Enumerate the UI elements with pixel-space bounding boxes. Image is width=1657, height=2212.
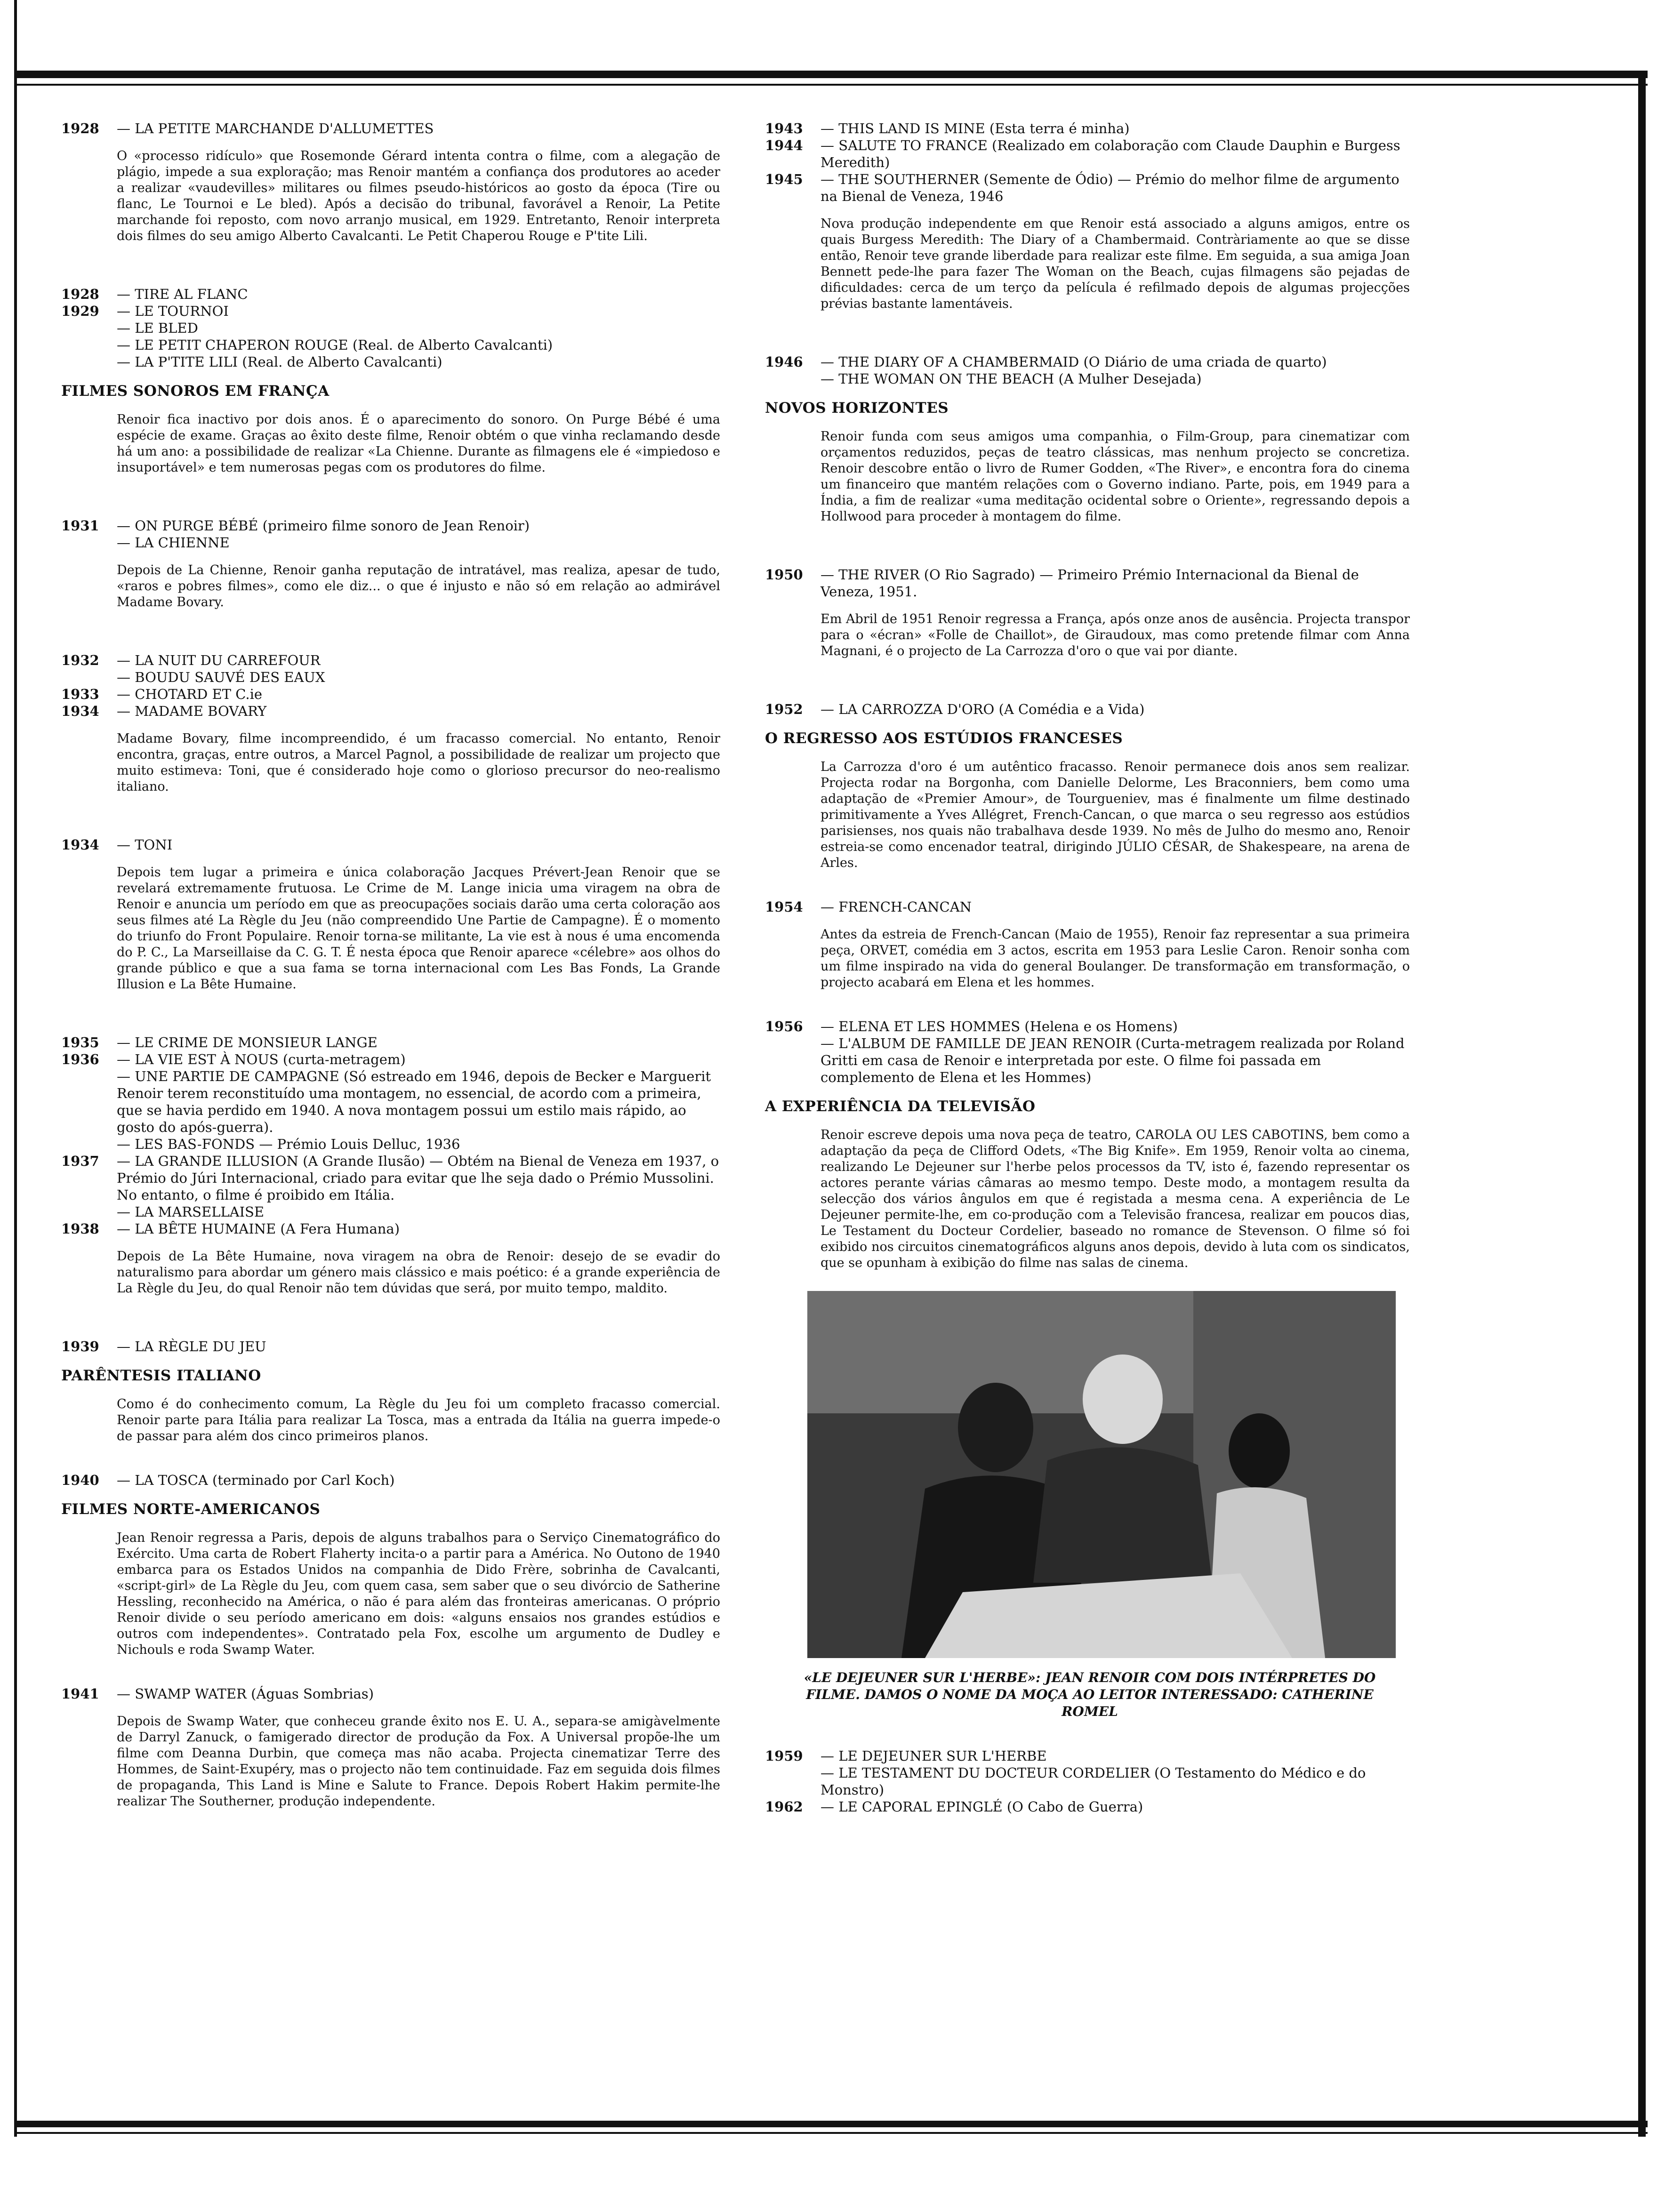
entry-year: 1932 bbox=[61, 652, 99, 668]
entry-year: 1934 bbox=[61, 703, 99, 719]
filmography-entry bbox=[61, 337, 720, 353]
body-paragraph: Depois de Swamp Water, que conheceu grande êxito nos E. U. A., separa-se amigàvelmente de Darryl Zanuck, o famigerado director de produção da Fox. A Universal propõe-lhe um filme com Deanna Durbin, que começa mas não acaba. Projecta cinematizar Terre des Hommes, de Saint-Exupéry, mas o projecto não tem continuidade. Faz em seguida dois filmes de propaganda, This Land is Mine e Salute to France. Depois Robert Hakim permite-lhe realizar The Southerner, produção independente. bbox=[117, 1714, 720, 1809]
entry-title: — LA VIE EST À NOUS (curta-metragem) bbox=[117, 1051, 406, 1067]
entry-title: — ELENA ET LES HOMMES (Helena e os Homens) bbox=[820, 1018, 1178, 1034]
entry-title: — SALUTE TO FRANCE (Realizado em colaboração com Claude Dauphin e Burgess Meredith) bbox=[820, 137, 1400, 170]
spacer bbox=[765, 312, 1410, 353]
right-column bbox=[765, 120, 1410, 1815]
section-heading: NOVOS HORIZONTES bbox=[765, 400, 949, 417]
entry-title: — CHOTARD ET C.ie bbox=[117, 686, 263, 702]
entry-title: — UNE PARTIE DE CAMPAGNE (Só estreado em 1946, depois de Becker e Marguerit Renoir terem reconstituído uma montagem, no essencial, de acordo com a primeira, que se havia perdido em 1940. A nova montagem possui um estilo mais rápido, ao gosto do após-guerra). bbox=[117, 1068, 711, 1135]
entry-year: 1950 bbox=[765, 567, 803, 583]
body-paragraph: Jean Renoir regressa a Paris, depois de alguns trabalhos para o Serviço Cinematográfico do Exército. Uma carta de Robert Flaherty incita-o a partir para a América. No Outono de 1940 embarca para os Estados Unidos na companhia de Dido Frère, sobrinha de Cavalcanti, «script-girl» de La Règle du Jeu, com quem casa, sem saber que o seu divórcio de Satherine Hessling, reconhecido na América, o não é para além das fronteiras americanas. O próprio Renoir divide o seu período americano em dois: «alguns ensaios nos grandes estúdios e outros com independentes». Contratado pela Fox, escolhe um argumento de Dudley e Nichouls e roda Swamp Water. bbox=[117, 1531, 720, 1657]
filmography-entry bbox=[765, 1747, 1410, 1764]
entry-year: 1929 bbox=[61, 303, 99, 319]
body-paragraph: Depois de La Chienne, Renoir ganha reputação de intratável, mas realiza, apesar de tudo, «raros e pobres filmes», como ele diz... o que é injusto e não só em relação ao admirável Madame Bovary. bbox=[117, 563, 720, 609]
entry-year: 1934 bbox=[61, 837, 99, 853]
frame-top-thin-rule bbox=[14, 84, 1648, 86]
section-heading: O REGRESSO AOS ESTÚDIOS FRANCESES bbox=[765, 730, 1123, 747]
filmography-entry bbox=[61, 652, 720, 669]
entry-year: 1945 bbox=[765, 171, 803, 187]
body-paragraph: Madame Bovary, filme incompreendido, é um fracasso comercial. No entanto, Renoir encontra, graças, entre outros, a Marcel Pagnol, a possibilidade de realizar um projecto que muito estimeva: Toni, que é considerado hoje como o glorioso precursor do neo-realismo italiano. bbox=[117, 731, 720, 794]
filmography-entry bbox=[61, 320, 720, 337]
photo-caption: «LE DEJEUNER SUR L'HERBE»: JEAN RENOIR COM DOIS INTÉRPRETES DO FILME. DAMOS O NOME DA MOÇA AO LEITOR INTERESSADO: CATHERINE ROMEL bbox=[804, 1670, 1376, 1719]
entry-year bbox=[61, 669, 117, 686]
entry-title: — LE CRIME DE MONSIEUR LANGE bbox=[117, 1034, 378, 1050]
body-paragraph: Renoir fica inactivo por dois anos. É o aparecimento do sonoro. On Purge Bébé é uma espécie de exame. Graças ao êxito deste filme, Renoir obtém o que vinha reclamando desde há um ano: a possibilidade de realizar «La Chienne. Durante as filmagens ele é «impiedoso e insuportável» e tem numerosas pegas com os produtores do filme. bbox=[117, 412, 720, 475]
entry-year: 1956 bbox=[765, 1018, 803, 1034]
entry-year bbox=[765, 1035, 820, 1086]
entry-title: — TONI bbox=[117, 837, 173, 853]
filmography-entry bbox=[61, 836, 720, 853]
entry-year: 1936 bbox=[61, 1051, 99, 1067]
entry-year: 1935 bbox=[61, 1034, 99, 1050]
filmography-entry bbox=[61, 1051, 720, 1068]
entry-year bbox=[765, 370, 820, 387]
entry-title: — THE WOMAN ON THE BEACH (A Mulher Desejada) bbox=[820, 371, 1202, 387]
film-still-illustration bbox=[807, 1291, 1396, 1658]
entry-title: — LE BLED bbox=[117, 320, 198, 336]
body-paragraph: Renoir escreve depois uma nova peça de teatro, CAROLA OU LES CABOTINS, bem como a adaptação da peça de Clifford Odets, «The Big Knife». Em 1959, Renoir volta ao cinema, realizando Le Dejeuner sur l'herbe pelos processos da TV, isto é, fazendo representar os actores perante várias câmaras ao mesmo tempo. Deste modo, a montagem resulta da selecção dos vários ângulos em que é registada a mesma cena. A experiência de Le Dejeuner permite-lhe, em co-produção com a Televisão francesa, realizar em poucos dias, Le Testament du Docteur Cordelier, baseado no romance de Stevenson. O filme só foi exibido nos circuitos cinematográficos alguns anos depois, devido à luta com os sindicatos, que se opunham à exibição do filme nas salas de cinema. bbox=[820, 1128, 1410, 1270]
entry-year bbox=[61, 534, 117, 551]
entry-year bbox=[61, 337, 117, 353]
entry-title: — LA BÊTE HUMAINE (A Fera Humana) bbox=[117, 1221, 400, 1237]
filmography-entry bbox=[765, 353, 1410, 370]
filmography-entry bbox=[61, 1153, 720, 1203]
filmography-entry bbox=[765, 1018, 1410, 1035]
filmography-entry bbox=[61, 1068, 720, 1136]
body-paragraph: Renoir funda com seus amigos uma companhia, o Film-Group, para cinematizar com orçamentos reduzidos, peças de teatro clássicas, mas nenhum projecto se concretiza. Renoir descobre então o livro de Rumer Godden, «The River», e encontra fora do cinema um financeiro que mantém relações com o Governo indiano. Parte, pois, em 1949 para a Índia, a fim de realizar «uma meditação ocidental sobre o Oriente», regressando depois a Hollwood para proceder à montagem do filme. bbox=[820, 429, 1410, 524]
filmography-entry bbox=[61, 1136, 720, 1153]
filmography-entry bbox=[61, 1685, 720, 1702]
filmography-entry bbox=[61, 517, 720, 534]
filmography-entry bbox=[765, 898, 1410, 915]
entry-title: — LA TOSCA (terminado por Carl Koch) bbox=[117, 1472, 395, 1488]
entry-title: — LA MARSELLAISE bbox=[117, 1204, 265, 1220]
entry-title: — SWAMP WATER (Águas Sombrias) bbox=[117, 1686, 374, 1702]
entry-title: — L'ALBUM DE FAMILLE DE JEAN RENOIR (Curta-metragem realizada por Roland Gritti em casa de Renoir e interpretada por este. O filme foi passada em complemento de Elena et les Hommes) bbox=[820, 1035, 1405, 1085]
filmography-entry bbox=[765, 137, 1410, 171]
spacer bbox=[61, 1444, 720, 1472]
spacer bbox=[61, 476, 720, 517]
spacer bbox=[765, 659, 1410, 701]
frame-left-rule bbox=[14, 0, 17, 2137]
filmography-entry bbox=[765, 1035, 1410, 1086]
filmography-entry bbox=[61, 669, 720, 686]
section-heading: A EXPERIÊNCIA DA TELEVISÃO bbox=[765, 1098, 1036, 1115]
entry-year: 1928 bbox=[61, 286, 99, 302]
entry-title: — ON PURGE BÉBÉ (primeiro filme sonoro de Jean Renoir) bbox=[117, 518, 530, 534]
spacer bbox=[61, 610, 720, 652]
entry-year: 1928 bbox=[61, 120, 99, 136]
entry-title: — THIS LAND IS MINE (Esta terra é minha) bbox=[820, 120, 1130, 136]
entry-title: — LE TESTAMENT DU DOCTEUR CORDELIER (O Testamento do Médico e do Monstro) bbox=[820, 1765, 1366, 1798]
entry-title: — LE PETIT CHAPERON ROUGE (Real. de Alberto Cavalcanti) bbox=[117, 337, 553, 353]
entry-year: 1954 bbox=[765, 899, 803, 915]
entry-year: 1959 bbox=[765, 1748, 803, 1764]
body-paragraph: Em Abril de 1951 Renoir regressa a França, após onze anos de ausência. Projecta transpor para o «écran» «Folle de Chaillot», de Giraudoux, mas como pretende filmar com Anna Magnani, é o projecto de La Carrozza d'oro o que vai por diante. bbox=[820, 612, 1410, 658]
entry-title: — LA CHIENNE bbox=[117, 535, 230, 551]
entry-year: 1952 bbox=[765, 701, 803, 717]
filmography-entry bbox=[765, 171, 1410, 205]
filmography-entry bbox=[61, 1338, 720, 1355]
entry-year bbox=[61, 1136, 117, 1153]
entry-year bbox=[61, 320, 117, 337]
filmography-entry bbox=[61, 1203, 720, 1220]
section-heading: PARÊNTESIS ITALIANO bbox=[61, 1367, 261, 1384]
entry-title: — LES BAS-FONDS — Prémio Louis Delluc, 1936 bbox=[117, 1136, 460, 1152]
body-paragraph: Depois tem lugar a primeira e única colaboração Jacques Prévert-Jean Renoir que se revelará extremamente frutuosa. Le Crime de M. Lange inicia uma viragem na obra de Renoir e anuncia um período em que as preocupações sociais darão uma certa coloração aos seus filmes até La Règle du Jeu (não compreendido Une Partie de Campagne). É o momento do triunfo do Front Populaire. Renoir torna-se militante, La vie est à nous é uma encomenda do P. C., La Marseillaise da C. G. T. É nesta época que Renoir aparece «célebre» aos olhos do grande público e que a sua fama se torna internacional com Les Bas Fonds, La Grande Illusion e La Bête Humaine. bbox=[117, 865, 720, 992]
entry-year: 1931 bbox=[61, 518, 99, 534]
entry-title: — BOUDU SAUVÉ DES EAUX bbox=[117, 669, 325, 685]
entry-title: — THE DIARY OF A CHAMBERMAID (O Diário de uma criada de quarto) bbox=[820, 354, 1327, 370]
spacer bbox=[61, 795, 720, 836]
entry-title: — THE SOUTHERNER (Semente de Ódio) — Prémio do melhor filme de argumento na Bienal de Veneza, 1946 bbox=[820, 171, 1400, 204]
frame-right-rule bbox=[1638, 71, 1646, 2137]
entry-year: 1943 bbox=[765, 120, 803, 136]
entry-year bbox=[765, 1764, 820, 1798]
entry-year: 1938 bbox=[61, 1221, 99, 1237]
filmography-entry bbox=[61, 303, 720, 320]
body-paragraph: La Carrozza d'oro é um autêntico fracasso. Renoir permanece dois anos sem realizar. Projecta rodar na Borgonha, com Danielle Delorme, Les Braconniers, bem como uma adaptação de «Premier Amour», de Tourgueniev, mas é finalmente um filme destinado primitivamente a Yves Allégret, French-Cancan, o que marca o seu regresso aos estúdios parisienses, nos quais não trabalhava desde 1939. No mês de Julho do mesmo ano, Renoir estreia-se como encenador teatral, dirigindo JÚLIO CÉSAR, de Shakespeare, na arena de Arles. bbox=[820, 760, 1410, 870]
filmography-entry bbox=[61, 1220, 720, 1237]
entry-year bbox=[61, 1203, 117, 1220]
section-heading: FILMES SONOROS EM FRANÇA bbox=[61, 383, 330, 400]
filmography-entry bbox=[61, 1034, 720, 1051]
entry-year: 1937 bbox=[61, 1153, 99, 1169]
filmography-entry bbox=[765, 701, 1410, 718]
spacer bbox=[765, 991, 1410, 1018]
filmography-entry bbox=[61, 703, 720, 720]
frame-bottom-rule bbox=[14, 2121, 1648, 2127]
frame-top-rule bbox=[14, 71, 1648, 78]
filmography-entry bbox=[765, 1764, 1410, 1798]
body-paragraph: Antes da estreia de French-Cancan (Maio de 1955), Renoir faz representar a sua primeira peça, ORVET, comédia em 3 actos, escrita em 1953 para Leslie Caron. Renoir sonha com um filme inspirado na vida do general Boulanger. De transformação em transformação, o projecto acabará em Elena et les hommes. bbox=[820, 927, 1410, 990]
entry-year: 1944 bbox=[765, 137, 803, 153]
filmography-entry bbox=[61, 353, 720, 370]
filmography-entry bbox=[61, 686, 720, 703]
entry-title: — LA P'TITE LILI (Real. de Alberto Cavalcanti) bbox=[117, 354, 442, 370]
spacer bbox=[61, 244, 720, 286]
spacer bbox=[61, 1658, 720, 1685]
entry-year: 1941 bbox=[61, 1686, 99, 1702]
entry-title: — TIRE AL FLANC bbox=[117, 286, 248, 302]
filmography-entry bbox=[61, 1472, 720, 1489]
body-paragraph: Depois de La Bête Humaine, nova viragem na obra de Renoir: desejo de se evadir do naturalismo para abordar um género mais clássico e mais poético: é a grande experiência de La Règle du Jeu, do qual Renoir não tem dúvidas que será, por muito tempo, maldito. bbox=[117, 1249, 720, 1296]
body-paragraph: Nova produção independente em que Renoir está associado a alguns amigos, entre os quais Burgess Meredith: The Diary of a Chambermaid. Contràriamente ao que se disse então, Renoir teve grande liberdade para realizar este filme. Em seguida, a sua amiga Joan Bennett pede-lhe para fazer The Woman on the Beach, cujas filmagens são pejadas de dificuldades: cerca de um terço da película é refilmado depois de algumas projecções prévias bastante lamentáveis. bbox=[820, 216, 1410, 311]
entry-year: 1940 bbox=[61, 1472, 99, 1488]
entry-title: — LE CAPORAL EPINGLÉ (O Cabo de Guerra) bbox=[820, 1799, 1143, 1815]
spacer bbox=[61, 993, 720, 1034]
entry-title: — LA RÈGLE DU JEU bbox=[117, 1338, 266, 1354]
filmography-entry bbox=[765, 370, 1410, 387]
filmography-entry bbox=[765, 566, 1410, 600]
entry-year bbox=[61, 1068, 117, 1136]
filmography-entry bbox=[765, 1798, 1410, 1815]
filmography-entry bbox=[61, 120, 720, 137]
entry-year: 1962 bbox=[765, 1799, 803, 1815]
filmography-entry bbox=[765, 120, 1410, 137]
frame-bottom-thin-rule bbox=[14, 2132, 1648, 2134]
entry-title: — MADAME BOVARY bbox=[117, 703, 267, 719]
section-heading: FILMES NORTE-AMERICANOS bbox=[61, 1501, 321, 1518]
spacer bbox=[61, 1297, 720, 1338]
spacer bbox=[765, 525, 1410, 566]
left-column bbox=[61, 120, 720, 1810]
filmography-entry bbox=[61, 534, 720, 551]
filmography-entry bbox=[61, 286, 720, 303]
spacer bbox=[765, 871, 1410, 898]
entry-year: 1946 bbox=[765, 354, 803, 370]
entry-title: — LA PETITE MARCHANDE D'ALLUMETTES bbox=[117, 120, 434, 136]
entry-title: — LA CARROZZA D'ORO (A Comédia e a Vida) bbox=[820, 701, 1145, 717]
entry-year: 1933 bbox=[61, 686, 99, 702]
entry-title: — LA GRANDE ILLUSION (A Grande Ilusão) — Obtém na Bienal de Veneza em 1937, o Prémio do Júri Internacional, criado para evitar que lhe seja dado o Prémio Mussolini. No entanto, o filme é proibido em Itália. bbox=[117, 1153, 719, 1203]
film-still-photo bbox=[807, 1291, 1396, 1658]
entry-year: 1939 bbox=[61, 1338, 99, 1354]
spacer bbox=[765, 1720, 1410, 1747]
entry-title: — LE DEJEUNER SUR L'HERBE bbox=[820, 1748, 1047, 1764]
body-paragraph: Como é do conhecimento comum, La Règle du Jeu foi um completo fracasso comercial. Renoir parte para Itália para realizar La Tosca, mas a entrada da Itália na guerra impede-o de passar para além dos cinco primeiros planos. bbox=[117, 1397, 720, 1443]
entry-year bbox=[61, 353, 117, 370]
entry-title: — FRENCH-CANCAN bbox=[820, 899, 972, 915]
entry-title: — LE TOURNOI bbox=[117, 303, 229, 319]
entry-title: — LA NUIT DU CARREFOUR bbox=[117, 652, 321, 668]
entry-title: — THE RIVER (O Rio Sagrado) — Primeiro Prémio Internacional da Bienal de Veneza, 1951. bbox=[820, 567, 1359, 600]
body-paragraph: O «processo ridículo» que Rosemonde Gérard intenta contra o filme, com a alegação de plágio, impede a sua exploração; mas Renoir mantém a confiança dos produtores ao aceder a realizar «vaudevilles» militares ou filmes pseudo-históricos ao gosto da época (Tire ou flanc, Le Tournoi e Le bled). Após a decisão do tribunal, favorável a Renoir, La Petite marchande foi reposto, com novo arranjo musical, em 1929. Entretanto, Renoir interpreta dois filmes do seu amigo Alberto Cavalcanti. Le Petit Chaperou Rouge e P'tite Lili. bbox=[117, 149, 720, 243]
